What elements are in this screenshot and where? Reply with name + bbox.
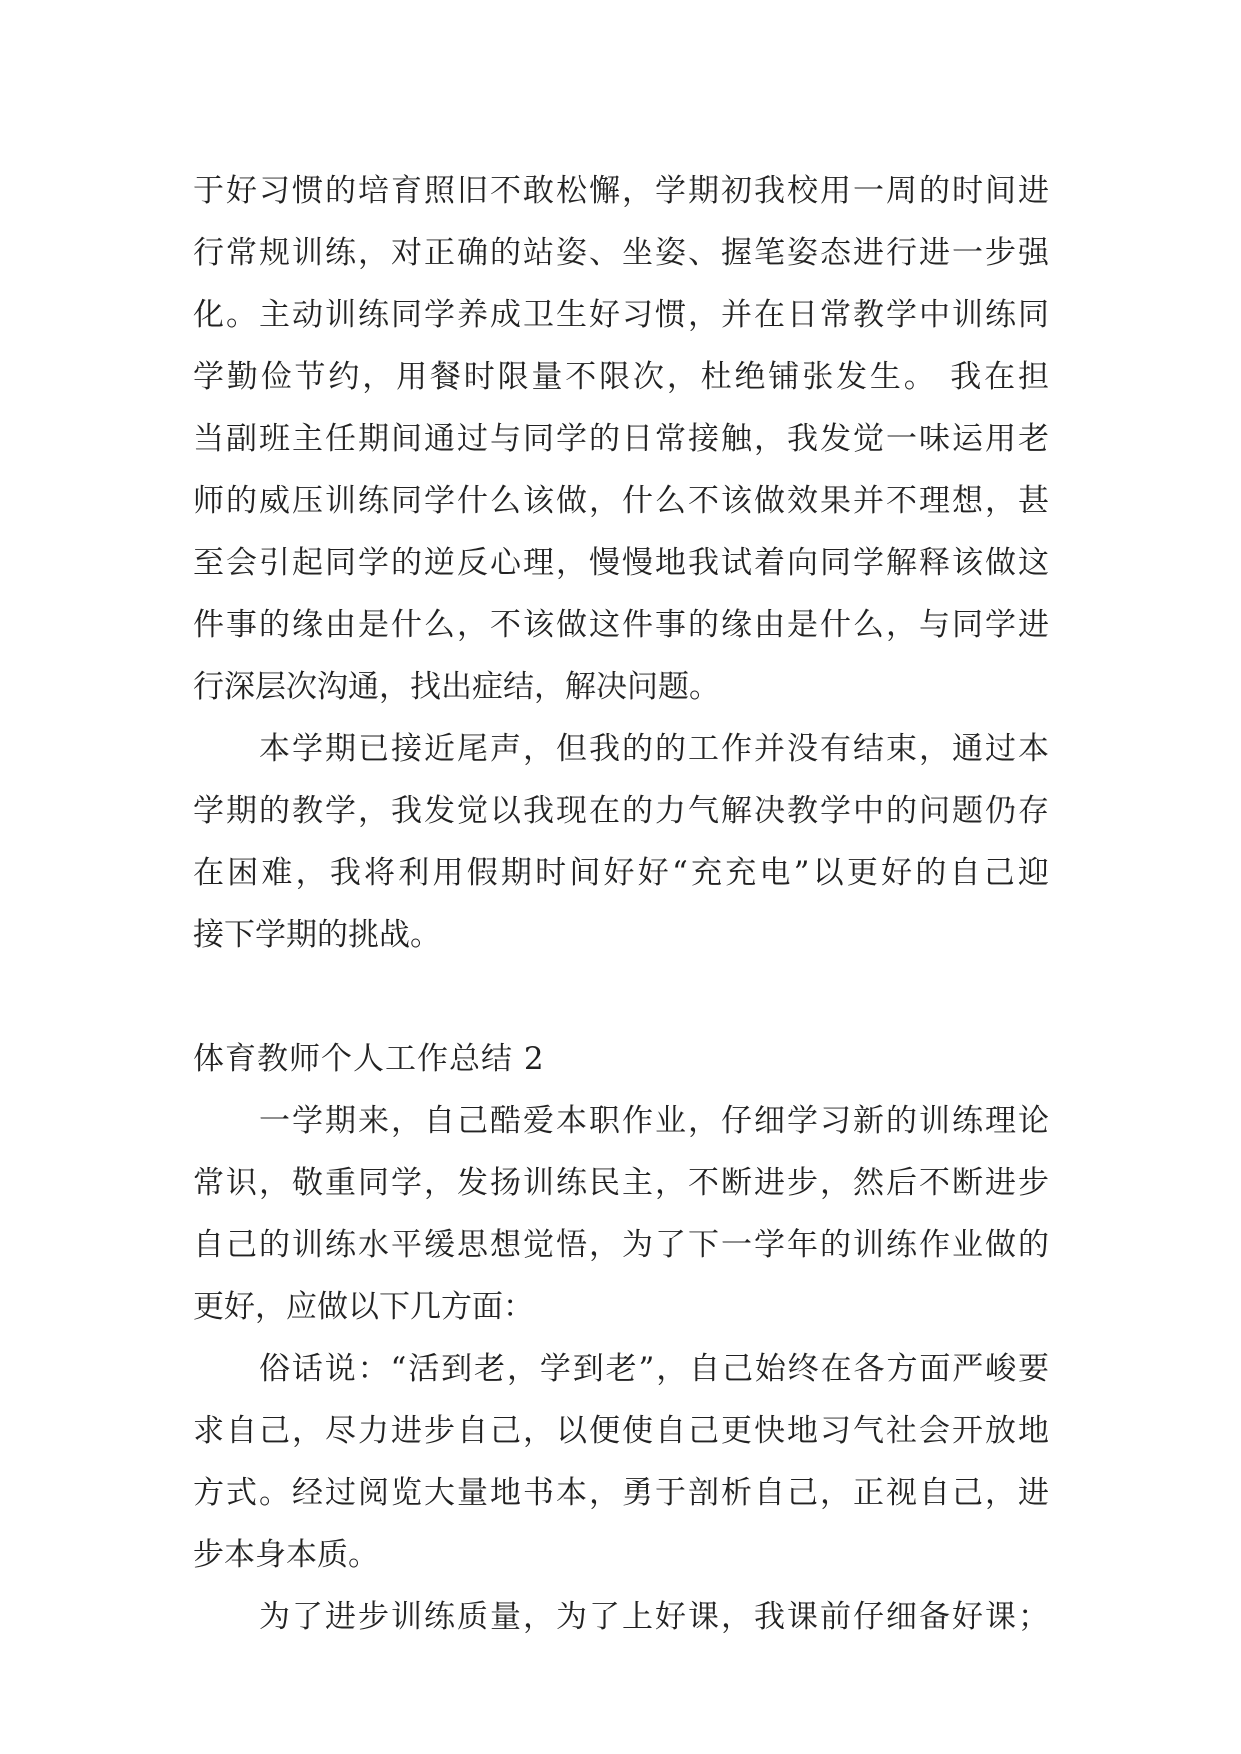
text-line: 至会引起同学的逆反心理，慢慢地我试着向同学解释该做这 [193, 545, 1049, 581]
text-line: 行深层次沟通，找出症结，解决问题。 [193, 669, 720, 705]
text-line: 学期的教学，我发觉以我现在的力气解决教学中的问题仍存 [193, 793, 1049, 829]
text-line: 在困难，我将利用假期时间好好“充充电”以更好的自己迎 [193, 855, 1049, 891]
section-gap [193, 966, 1049, 1028]
paragraph-3 [193, 1090, 1049, 1338]
text-line: 件事的缘由是什么，不该做这件事的缘由是什么，与同学进 [193, 607, 1049, 643]
text-line: 行常规训练，对正确的站姿、坐姿、握笔姿态进行进一步强 [193, 235, 1049, 271]
text-line: 方式。经过阅览大量地书本，勇于剖析自己，正视自己，进 [193, 1475, 1049, 1511]
paragraph-5 [193, 1586, 1049, 1648]
text-line: 求自己，尽力进步自己，以便使自己更快地习气社会开放地 [193, 1413, 1049, 1449]
text-line: 更好，应做以下几方面： [193, 1289, 534, 1325]
text-line: 本学期已接近尾声，但我的的工作并没有结束，通过本 [259, 731, 1049, 767]
document-body [193, 160, 1049, 1648]
text-line: 常识，敬重同学，发扬训练民主，不断进步，然后不断进步 [193, 1165, 1049, 1201]
paragraph-4 [193, 1338, 1049, 1586]
text-line: 师的威压训练同学什么该做，什么不该做效果并不理想，甚 [193, 483, 1049, 519]
text-line: 当副班主任期间通过与同学的日常接触，我发觉一味运用老 [193, 421, 1049, 457]
text-line: 于好习惯的培育照旧不敢松懈，学期初我校用一周的时间进 [193, 173, 1049, 209]
paragraph-1 [193, 160, 1049, 718]
text-line: 步本身本质。 [193, 1537, 379, 1573]
text-line: 接下学期的挑战。 [193, 917, 441, 953]
paragraph-2 [193, 718, 1049, 966]
text-line: 学勤俭节约，用餐时限量不限次，杜绝铺张发生。 我在担 [193, 359, 1049, 395]
text-line: 一学期来，自己酷爱本职作业，仔细学习新的训练理论 [259, 1103, 1049, 1139]
text-line: 自己的训练水平缓思想觉悟，为了下一学年的训练作业做的 [193, 1227, 1049, 1263]
text-line: 俗话说：“活到老，学到老”，自己始终在各方面严峻要 [259, 1351, 1049, 1387]
section-title: 体育教师个人工作总结 2 [193, 1041, 545, 1077]
text-line: 为了进步训练质量，为了上好课，我课前仔细备好课； [259, 1599, 1049, 1635]
text-line: 化。主动训练同学养成卫生好习惯，并在日常教学中训练同 [193, 297, 1049, 333]
